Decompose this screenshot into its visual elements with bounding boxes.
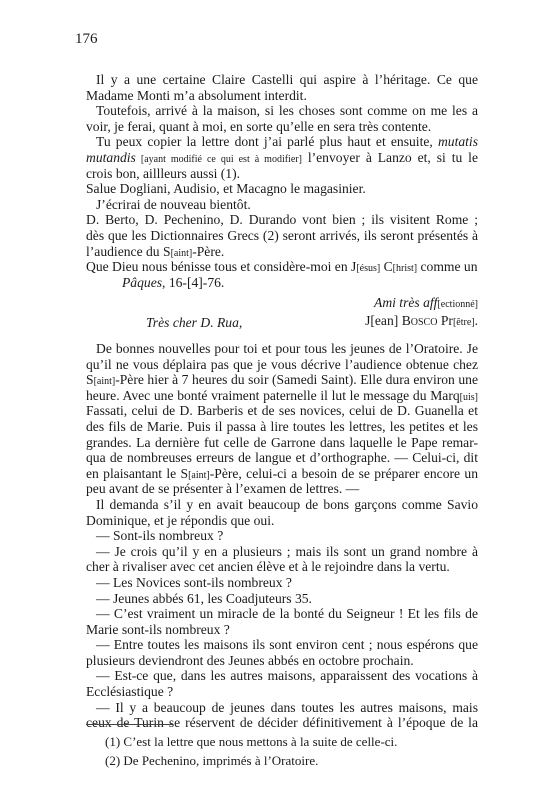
text-line: Marie sont-ils nombreux ? <box>86 621 230 637</box>
letter-closing-paragraphs <box>86 72 478 290</box>
text-line: J’écrirai de nouveau bientôt. <box>96 196 251 212</box>
text-line: voir, je ferai, quant à moi, en sorte qu’elle en sera très contente. <box>86 118 432 134</box>
text-line: en plaisantant le S[aint]-Père, celui-ci a besoin de se préparer encore un <box>86 465 478 481</box>
text-line: — Sont-ils nombreux ? <box>96 528 224 544</box>
text-line: qua de nombreuses erreurs de langue et d’orthographe. — Celui-ci, dit <box>86 450 478 466</box>
text-line: peu avant de se présenter à l’examen de lettres. — <box>86 481 360 497</box>
text-line: Dominique, et je répondis que oui. <box>86 512 275 528</box>
text-line: dès que les Dictionnaires Grecs (2) seront arrivés, ils seront présentés à <box>86 227 478 243</box>
signature-line: J[ean] Bosco Pr[être]. <box>365 313 478 328</box>
text-line: D. Berto, D. Pechenino, D. Durando vont bien ; ils visitent Rome ; <box>86 212 478 228</box>
text-line: — Les Novices sont-ils nombreux ? <box>96 574 292 590</box>
signature-block <box>86 294 478 330</box>
text-line: qu’il ne vous déplaira pas que je vous décrive l’audience obtenue chez <box>86 356 478 372</box>
text-line: De bonnes nouvelles pour toi et pour tous les jeunes de l’Oratoire. Je <box>96 341 478 356</box>
text-line: Il y a une certaine Claire Castelli qui aspire à l’héritage. Ce que <box>96 72 478 87</box>
text-line: l’audience du S[aint]-Père. <box>86 243 225 259</box>
text-line: — Il y a beaucoup de jeunes dans toutes les autres maisons, mais <box>96 699 478 715</box>
text-line: — C’est vraiment un miracle de la bonté du Seigneur ! Et les fils de <box>96 606 478 622</box>
text-line: grandes. La dernière fut celle de Garrone dans laquelle le Pape remar- <box>86 434 478 450</box>
text-line: cher à rivaliser avec cet ancien élève et à le rejoindre dans la vertu. <box>86 559 450 575</box>
text-line: Toutefois, arrivé à la maison, si les choses sont comme on me les a <box>96 103 478 119</box>
letter-body <box>86 341 478 731</box>
text-line: heure. Avec une bonté vraiment paternelle il lut le message du Marq[uis] <box>86 387 478 403</box>
text-line: ceux de Turin se réservent de décider définitivement à l’époque de la <box>86 715 478 731</box>
text-line: — Jeunes abbés 61, les Coadjuteurs 35. <box>96 590 312 606</box>
footnote-divider <box>86 724 172 725</box>
text-line: crois bon, aillleurs aussi (1). <box>86 165 241 181</box>
text-line: Que Dieu nous bénisse tous et considère-moi en J[ésus] C[hrist] comme un <box>86 259 478 275</box>
text-line: Madame Monti m’a absolument interdit. <box>86 87 307 103</box>
text-line: — Est-ce que, dans les autres maisons, apparaissent des vocations à <box>96 668 478 684</box>
text-line: Ecclésiastique ? <box>86 684 174 700</box>
text-line: mutandis [ayant modifié ce qui est à modifier] l’envoyer à Lanzo et, si tu le <box>86 149 478 165</box>
text-line: — Entre toutes les maisons ils sont environ cent ; nous espérons que <box>96 637 478 653</box>
text-line: — Je crois qu’il y en a plusieurs ; mais ils sont un grand nombre à <box>96 543 478 559</box>
text-line: des fils de Marie. Puis il passa à lire toutes les lettres, les petites et les <box>86 418 478 434</box>
text-line: Salue Dogliani, Audisio, et Macagno le magasinier. <box>86 181 366 197</box>
text-line: Tu peux copier la lettre dont j’ai parlé plus haut et ensuite, mutatis <box>96 134 478 150</box>
text-line: S[aint]-Père hier à 7 heures du soir (Samedi Saint). Elle dura environ une <box>86 372 478 388</box>
page-number: 176 <box>75 31 98 47</box>
text-line: plusieurs deviendront des Jeunes abbés en octobre prochain. <box>86 652 414 668</box>
text-line: Il demanda s’il y en avait beaucoup de bons garçons comme Savio <box>96 496 478 512</box>
text-line: Pâques, 16-[4]-76. <box>122 274 225 290</box>
salutation: Très cher D. Rua, <box>146 315 243 330</box>
footnote-1: (1) C’est la lettre que nous mettons à la suite de celle-ci. <box>105 734 398 749</box>
footnote-2: (2) De Pechenino, imprimés à l’Oratoire. <box>105 753 319 768</box>
text-line: Fassati, celui de D. Barberis et de ses novices, celui de D. Guanella et <box>86 403 478 419</box>
signature-line: Ami très aff[ectionné] <box>374 295 478 310</box>
